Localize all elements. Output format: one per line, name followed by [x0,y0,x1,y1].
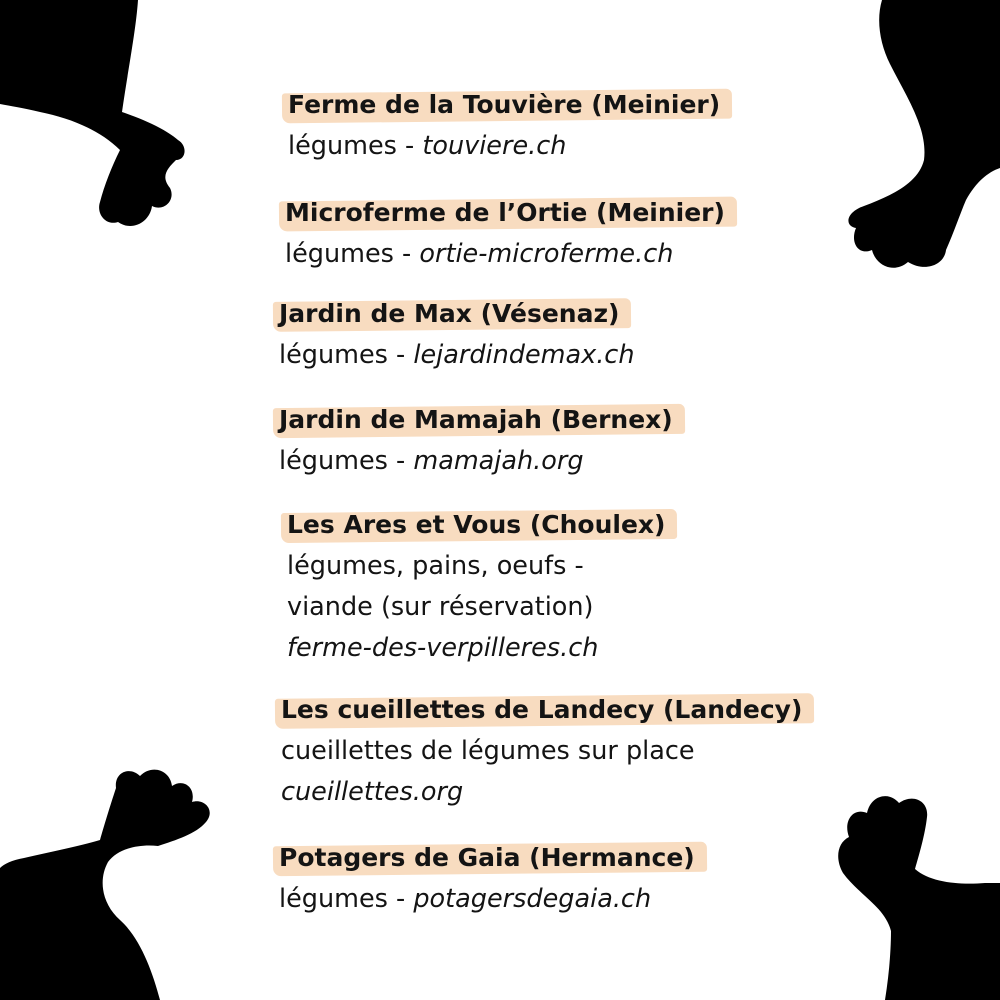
farm-name: Les Ares et Vous (Choulex) [283,504,673,545]
farm-products: légumes, pains, oeufs - [287,551,584,581]
farm-entry [279,399,681,482]
farm-details [279,335,634,376]
farm-products: légumes - [285,239,420,269]
farm-entry [285,192,733,275]
hand-icon [0,0,200,240]
farm-details [285,234,733,275]
farm-details [279,879,703,920]
farm-website: ferme-des-verpilleres.ch [287,633,599,663]
farm-name: Les cueillettes de Landecy (Landecy) [277,689,810,730]
farm-products: légumes - [279,884,414,914]
farm-products: légumes - [279,446,414,476]
farm-products: viande (sur réservation) [287,592,594,622]
farm-website: mamajah.org [413,446,584,476]
farm-entry [279,293,634,376]
farm-entry [281,689,810,813]
farm-name: Potagers de Gaia (Hermance) [275,837,703,878]
farm-website: cueillettes.org [281,777,464,807]
farm-website: ortie-microferme.ch [419,239,674,269]
farm-products: cueillettes de légumes sur place [281,736,695,766]
farm-entry [279,837,703,920]
farm-website: potagersdegaia.ch [413,884,652,914]
farm-name: Ferme de la Touvière (Meinier) [284,84,728,125]
hand-icon [0,730,220,1000]
farm-entry [287,504,673,669]
farm-website: lejardindemax.ch [413,340,635,370]
farm-name: Microferme de l’Ortie (Meinier) [281,192,733,233]
hand-icon [835,745,1000,1000]
farm-entry [288,84,728,167]
farm-products: légumes - [288,131,423,161]
farm-details [288,126,728,167]
farm-name: Jardin de Max (Vésenaz) [275,293,627,334]
farm-website: touviere.ch [422,131,567,161]
farm-name: Jardin de Mamajah (Bernex) [275,399,681,440]
hand-icon [820,0,1000,285]
farm-details [279,441,681,482]
farm-products: légumes - [279,340,414,370]
